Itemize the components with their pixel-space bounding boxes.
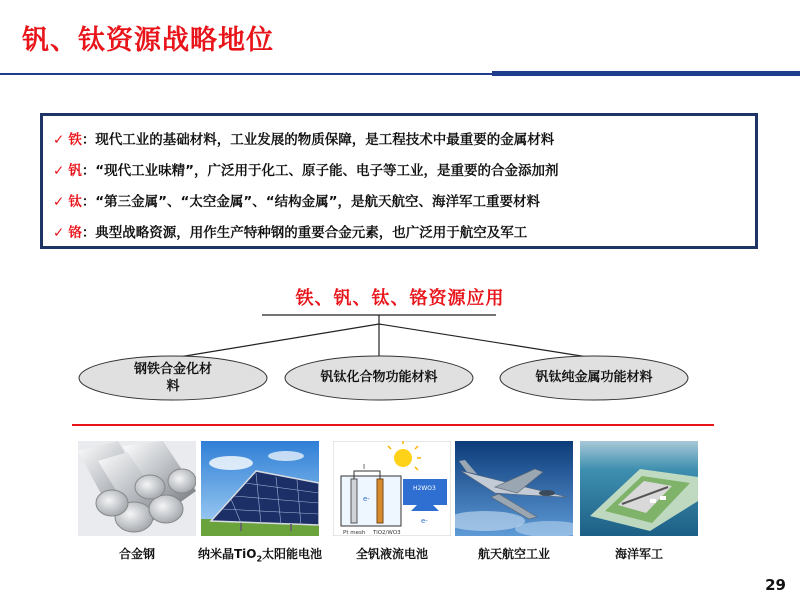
bullet-text: ：典型战略资源，用作生产特种钢的重要合金元素，也广泛用于航空及军工: [81, 225, 528, 241]
tree-branch-right: [379, 324, 594, 358]
bullet-key: 铬: [68, 225, 82, 241]
battery-electron-label-2: e-: [363, 495, 370, 503]
bullet-text: ：“第三金属”、“太空金属”、“结构金属”，是航天航空、海洋军工重要材料: [81, 194, 541, 210]
bullet-iron: [53, 128, 554, 148]
island-base-icon: [580, 441, 698, 536]
photo-marine-military: [580, 441, 698, 536]
section-divider: [72, 424, 714, 426]
bullet-key: 铁: [68, 132, 82, 148]
bullet-vanadium: [53, 159, 559, 179]
bullet-key: 钒: [68, 163, 82, 179]
check-icon: ✓: [53, 132, 65, 148]
page-number: 29: [765, 576, 786, 594]
caption-solar-pre: 纳米晶TiO: [197, 547, 257, 561]
summary-box: [40, 113, 758, 249]
check-icon: ✓: [53, 194, 65, 210]
photo-flow-battery: [333, 441, 451, 536]
photo-alloy-steel: [78, 441, 196, 536]
section-subtitle: 铁、钒、钛、铬资源应用: [295, 288, 505, 309]
page-title: 钒、钛资源战略地位: [22, 25, 274, 56]
node-alloy-line2: 料: [166, 379, 180, 394]
steel-rods-icon: [78, 441, 196, 536]
node-compound-label: 钒钛化合物功能材料: [320, 370, 438, 385]
solar-panel-icon: [201, 441, 319, 536]
node-metal-label: 钒钛纯金属功能材料: [535, 370, 653, 385]
bullet-chromium: [53, 221, 527, 241]
photo-solar-cell: [201, 441, 319, 536]
application-tree: [0, 310, 800, 410]
caption-solar-sub: 2: [256, 554, 263, 564]
battery-current-label: I: [363, 463, 366, 471]
tree-branch-left: [173, 324, 379, 358]
check-icon: ✓: [53, 225, 65, 241]
photo-aerospace: [455, 441, 573, 536]
battery-left-label: Pt mesh: [343, 530, 366, 536]
battery-electron-label-1: e-: [421, 517, 428, 525]
check-icon: ✓: [53, 163, 65, 179]
fighter-jet-icon: [455, 441, 573, 536]
battery-right-label: TiO2/WO3: [373, 530, 401, 536]
caption-marine-military: 海洋军工: [614, 547, 663, 561]
bullet-key: 钛: [68, 194, 82, 210]
caption-flow-battery: 全钒液流电池: [355, 547, 428, 561]
bullet-text: ：现代工业的基础材料，工业发展的物质保障，是工程技术中最重要的金属材料: [81, 132, 555, 148]
caption-solar-post: 太阳能电池: [262, 547, 323, 561]
caption-alloy-steel: 合金钢: [118, 547, 155, 561]
node-alloy-label: [103, 361, 243, 395]
caption-aerospace: 航天航空工业: [477, 547, 550, 561]
bullet-titanium: [53, 190, 540, 210]
caption-solar-cell: [195, 545, 325, 563]
flow-battery-diagram-icon: [333, 441, 451, 536]
battery-compound-label: H2WO3: [413, 485, 436, 492]
bullet-text: ：“现代工业味精”，广泛用于化工、原子能、电子等工业，是重要的合金添加剂: [81, 163, 559, 179]
node-alloy-line1: 钢铁合金化材: [133, 362, 212, 377]
title-underline-accent: [492, 71, 800, 76]
